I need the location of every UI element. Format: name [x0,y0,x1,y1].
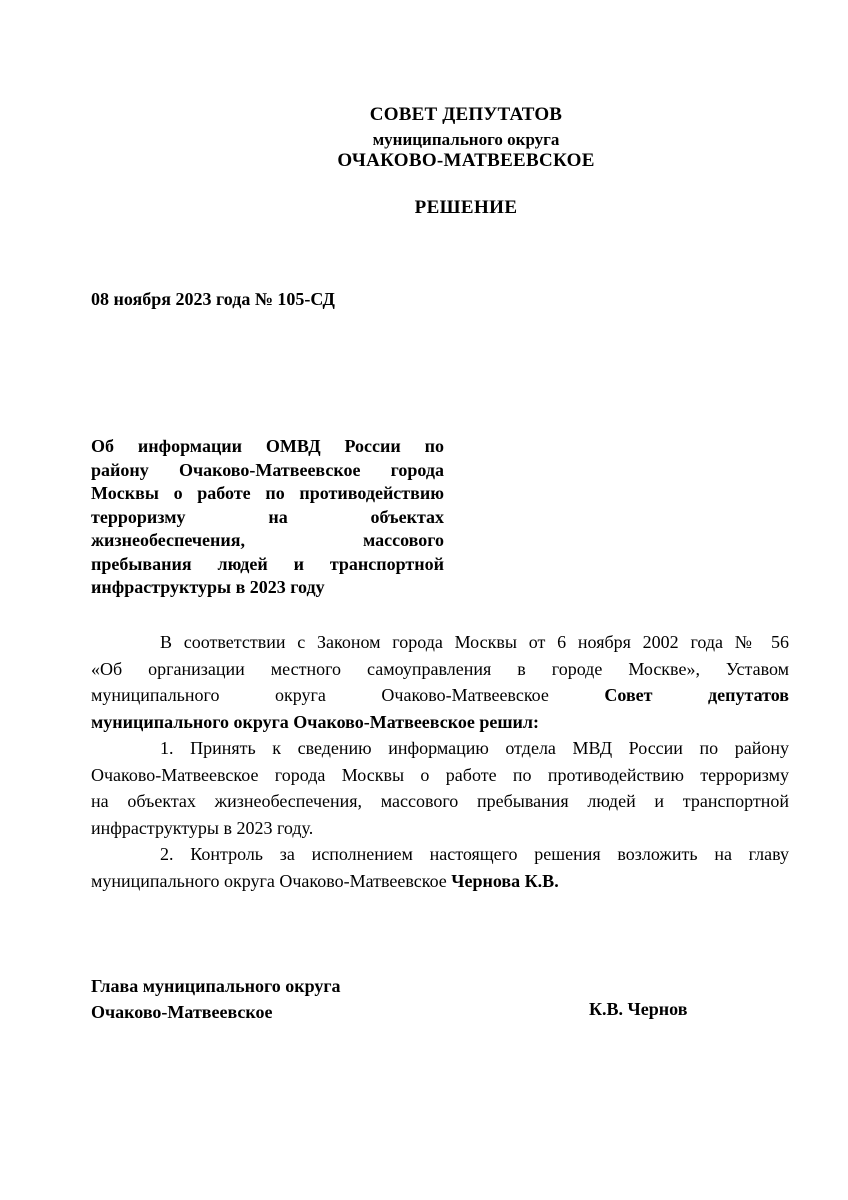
subject-line: Об информации ОМВД России по [91,436,444,456]
document-type: РЕШЕНИЕ [414,197,518,218]
body-line: В соответствии с Законом города Москвы от 6 ноября 2002 года № 56 [160,632,789,652]
decision-subject [91,435,444,600]
council-title: СОВЕТ ДЕПУТАТОВ [369,104,563,125]
item-1-line: на объектах жизнеобеспечения, массового пребывания людей и транспортной [91,791,789,811]
decision-body [91,629,789,894]
subject-line: инфраструктуры в 2023 году [91,577,325,597]
district-name: ОЧАКОВО-МАТВЕЕВСКОЕ [337,150,595,171]
signatory-position-line: Очаково-Матвеевское [91,1002,273,1022]
body-bold-text: Совет депутатов [604,685,789,705]
item-2-line: 2. Контроль за исполнением настоящего решения возложить на главу [160,844,789,864]
body-line [91,682,789,709]
subject-line: жизнеобеспечения, массового [91,530,444,550]
body-line: «Об организации местного самоуправления в городе Москве», Уставом [91,658,789,679]
body-line: муниципального округа Очаково-Матвеевское решил: [91,711,540,732]
council-subtitle: муниципального округа [372,130,560,149]
item-1-line: инфраструктуры в 2023 году. [91,817,314,838]
body-text: муниципального округа Очаково-Матвеевское [91,685,549,705]
subject-line: Москвы о работе по противодействию [91,483,444,503]
item-1-line: 1. Принять к сведению информацию отдела МВД России по району [160,738,789,758]
subject-line: терроризму на объектах [91,506,444,527]
signatory-position-line: Глава муниципального округа [91,976,341,996]
body-bold-text: Чернова К.В. [451,870,559,891]
signatory-position [91,973,341,1025]
date-number: 08 ноября 2023 года № 105-СД [91,289,335,309]
body-text: муниципального округа Очаково-Матвеевское [91,870,447,891]
signatory-name: К.В. Чернов [589,999,688,1019]
item-2-line [91,868,789,895]
item-1-line: Очаково-Матвеевское города Москвы о работе по противодействию терроризму [91,764,789,785]
subject-line: пребывания людей и транспортной [91,553,444,574]
subject-line: району Очаково-Матвеевское города [91,459,444,480]
